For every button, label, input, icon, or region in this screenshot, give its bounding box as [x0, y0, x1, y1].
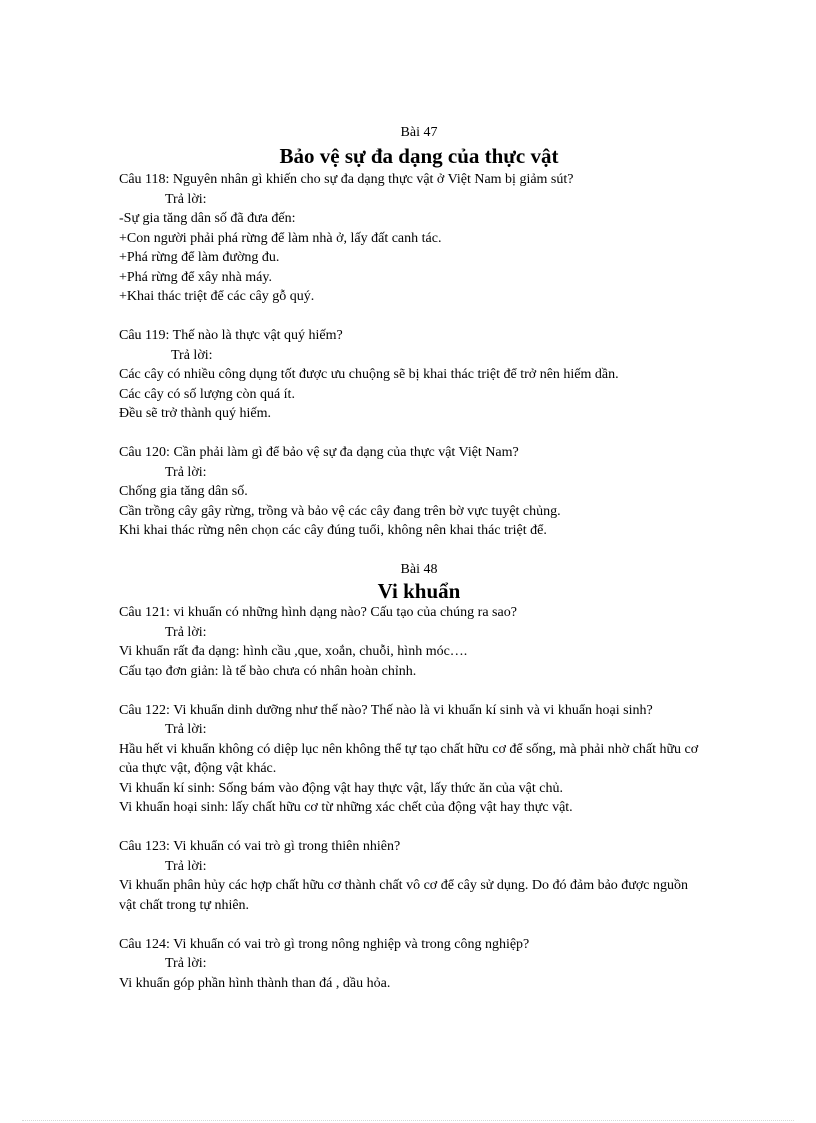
answer-line: +Phá rừng để làm đường đu. [119, 250, 280, 265]
answer-label: Trả lời: [165, 858, 207, 874]
lesson-title: Vi khuẩn [377, 579, 461, 603]
answer-label: Trả lời: [165, 191, 207, 207]
answer-line: +Khai thác triệt để các cây gỗ quý. [119, 289, 315, 304]
lesson-number: Bài 47 [400, 125, 438, 140]
answer-line: Các cây có nhiều công dụng tốt được ưu chuộng sẽ bị khai thác triệt để trở nên hiếm dần. [119, 367, 619, 382]
question-121: Câu 121: vi khuẩn có những hình dạng nào? Cấu tạo của chúng ra sao? [119, 605, 517, 620]
answer-label: Trả lời: [165, 956, 207, 971]
answer-line: +Con người phải phá rừng để làm nhà ở, lấy đất canh tác. [119, 230, 442, 246]
answer-line: -Sự gia tăng dân số đã đưa đến: [119, 211, 296, 226]
lesson-title: Bảo vệ sự đa dạng của thực vật [279, 144, 559, 168]
answer-label: Trả lời: [165, 624, 207, 640]
question-120: Câu 120: Cần phải làm gì để bảo vệ sự đa dạng của thực vật Việt Nam? [119, 445, 519, 460]
answer-line: Cần trồng cây gây rừng, trồng và bảo vệ các cây đang trên bờ vực tuyệt chủng. [119, 503, 561, 519]
answer-line: Vi khuẩn hoại sinh: lấy chất hữu cơ từ những xác chết của động vật hay thực vật. [119, 800, 573, 815]
document-page [119, 123, 719, 993]
answer-line: Các cây có số lượng còn quá ít. [119, 386, 295, 402]
answer-label: Trả lời: [165, 464, 207, 480]
answer-line: Vi khuẩn rất đa dạng: hình cầu ,que, xoắn, chuỗi, hình móc…. [119, 644, 468, 659]
answer-line: Chống gia tăng dân số. [119, 484, 248, 499]
answer-line: Đều sẽ trở thành quý hiếm. [119, 406, 272, 421]
page-bottom-divider [22, 1120, 794, 1121]
answer-label: Trả lời: [171, 347, 213, 363]
answer-line: Vi khuẩn kí sinh: Sống bám vào động vật hay thực vật, lấy thức ăn của vật chủ. [119, 780, 563, 796]
question-119: Câu 119: Thế nào là thực vật quý hiếm? [119, 328, 343, 343]
question-122: Câu 122: Vi khuẩn dinh dưỡng như thế nào? Thế nào là vi khuẩn kí sinh và vi khuẩn hoại sinh? [119, 702, 653, 718]
question-124: Câu 124: Vi khuẩn có vai trò gì trong nông nghiệp và trong công nghiệp? [119, 936, 530, 952]
answer-line: Hầu hết vi khuẩn không có diệp lục nên không thể tự tạo chất hữu cơ để sống, mà phải nhờ chất hữu cơ của thực vật, động vật khác. [119, 741, 699, 776]
answer-label: Trả lời: [165, 722, 207, 737]
answer-line: Cấu tạo đơn giản: là tế bào chưa có nhân hoàn chỉnh. [119, 663, 417, 679]
question-123: Câu 123: Vi khuẩn có vai trò gì trong thiên nhiên? [119, 839, 401, 854]
answer-line: Vi khuẩn phân hủy các hợp chất hữu cơ thành chất vô cơ để cây sử dụng. Do đó đảm bảo được nguồn vật chất trong tự nhiên. [119, 878, 689, 913]
answer-line: Khi khai thác rừng nên chọn các cây đúng tuổi, không nên khai thác triệt để. [119, 523, 547, 538]
answer-line: Vi khuẩn góp phần hình thành than đá , dầu hỏa. [119, 975, 391, 991]
answer-line: +Phá rừng để xây nhà máy. [119, 269, 272, 285]
lesson-number: Bài 48 [400, 562, 438, 577]
question-118: Câu 118: Nguyên nhân gì khiến cho sự đa dạng thực vật ở Việt Nam bị giảm sút? [119, 172, 574, 187]
